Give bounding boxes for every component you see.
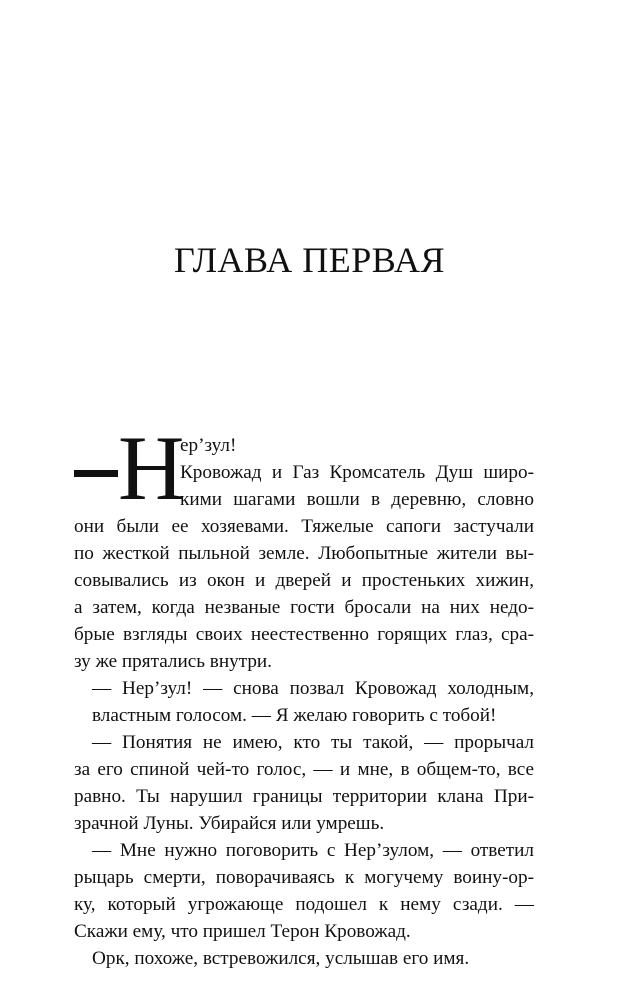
text-line-12: — Понятия не имею, кто ты такой, — прорычал [92,732,534,753]
text-line-3: кими шагами вошли в деревню, словно [180,489,534,510]
text-line-7: а затем, когда незваные гости бросали на них недо- [74,597,534,618]
text-line-18: ку, который угрожающе подошел к нему сзади. — [74,894,534,915]
drop-cap-letter: Н [118,417,185,519]
text-line-6: совывались из окон и дверей и простеньких хижин, [74,570,534,591]
text-line-4: они были ее хозяевами. Тяжелые сапоги застучали [74,516,534,537]
chapter-text [74,417,534,972]
text-line-9: зу же прятались внутри. [74,651,272,672]
text-line-5: по жесткой пыльной земле. Любопытные жители вы- [74,543,534,564]
text-line-14: равно. Ты нарушил границы территории клана При- [74,786,534,807]
text-line-2: Кровожад и Газ Кромсатель Душ широ- [180,462,534,483]
text-line-17: рыцарь смерти, поворачиваясь к могучему воину-ор- [74,867,534,888]
text-line-1: ер’зул! [180,435,237,456]
text-line-11: властным голосом. — Я желаю говорить с тобой! [92,705,497,726]
text-line-15: зрачной Луны. Убирайся или умрешь. [74,813,385,834]
chapter-title: ГЛАВА ПЕРВАЯ [173,240,446,280]
text-line-16: — Мне нужно поговорить с Нер’зулом, — ответил [92,840,534,861]
text-line-20: Орк, похоже, встревожился, услышав его имя. [92,948,470,969]
text-line-13: за его спиной чей-то голос, — и мне, в общем-то, все [74,759,534,780]
text-line-10: — Нер’зул! — снова позвал Кровожад холодным, [92,678,534,699]
opening-dash [74,470,118,477]
text-line-19: Скажи ему, что пришел Терон Кровожад. [74,921,411,942]
text-line-8: брые взгляды своих неестественно горящих глаз, сра- [74,624,534,645]
